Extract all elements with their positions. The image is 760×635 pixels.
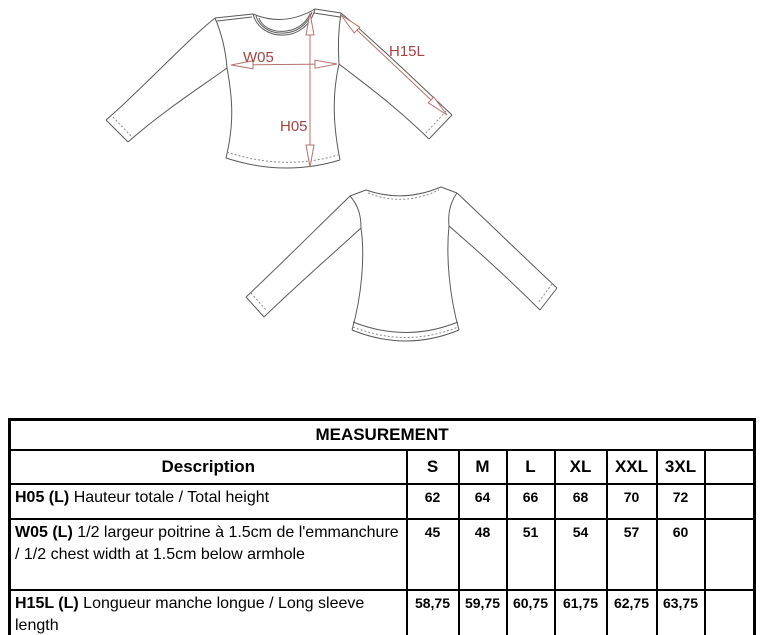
- value-cell: 51: [507, 519, 555, 590]
- value-cell: 63,75: [657, 590, 705, 635]
- size-header-l: L: [507, 450, 555, 484]
- back-left-cuff-stitch: [251, 293, 267, 311]
- w05-label: W05: [243, 49, 274, 66]
- empty-header-cell: [705, 450, 755, 484]
- value-cell: 61,75: [555, 590, 607, 635]
- back-shirt-drawing: [246, 187, 557, 341]
- front-left-cuff-stitch: [113, 117, 132, 137]
- value-cell: 68: [555, 484, 607, 519]
- value-cell: 60: [657, 519, 705, 590]
- front-hem-stitch: [227, 152, 338, 162]
- table-title-row: [10, 420, 755, 451]
- front-left-sleeve: [106, 18, 215, 120]
- back-shoulders: [350, 190, 366, 196]
- value-cell: 62,75: [607, 590, 657, 635]
- row-description: [10, 590, 407, 635]
- h15l-label: H15L: [389, 43, 425, 60]
- front-right-sleeve: [341, 13, 452, 115]
- back-right-sleeve: [457, 193, 557, 288]
- empty-value-cell: [705, 519, 755, 590]
- row-description: [10, 484, 407, 519]
- front-shirt-drawing: [106, 9, 452, 168]
- value-cell: 57: [607, 519, 657, 590]
- back-body: [352, 228, 363, 330]
- measure-code: H05 (L): [15, 489, 70, 506]
- empty-value-cell: [705, 590, 755, 635]
- front-right-cuff-stitch: [426, 111, 446, 133]
- measurement-table: [8, 418, 756, 635]
- value-cell: 59,75: [459, 590, 507, 635]
- row-description: [10, 519, 407, 590]
- h05-label: H05: [280, 118, 308, 135]
- front-body: [226, 68, 232, 158]
- measure-code: W05 (L): [15, 524, 73, 541]
- empty-value-cell: [705, 484, 755, 519]
- description-column-header: Description: [10, 450, 407, 484]
- size-header-xl: XL: [555, 450, 607, 484]
- value-cell: 60,75: [507, 590, 555, 635]
- size-header-3xl: 3XL: [657, 450, 705, 484]
- value-cell: 62: [407, 484, 459, 519]
- measure-code: H15L (L): [15, 595, 79, 612]
- back-left-sleeve: [246, 196, 350, 297]
- value-cell: 58,75: [407, 590, 459, 635]
- measure-text: 1/2 largeur poitrine à 1.5cm de l'emmanchure / 1/2 chest width at 1.5cm below armhole: [15, 524, 399, 563]
- table-title: MEASUREMENT: [10, 420, 755, 451]
- size-header-m: M: [459, 450, 507, 484]
- measure-text: Longueur manche longue / Long sleeve length: [15, 595, 365, 634]
- size-header-xxl: XXL: [607, 450, 657, 484]
- value-cell: 54: [555, 519, 607, 590]
- value-cell: 64: [459, 484, 507, 519]
- table-header-row: [10, 450, 755, 484]
- size-header-s: S: [407, 450, 459, 484]
- measurement-table-container: [8, 418, 756, 635]
- table-row-h15l: [10, 590, 755, 635]
- value-cell: 66: [507, 484, 555, 519]
- measure-text: Hauteur totale / Total height: [73, 489, 270, 506]
- table-row-h05: [10, 484, 755, 519]
- value-cell: 48: [459, 519, 507, 590]
- back-collar: [366, 187, 441, 196]
- back-right-cuff-stitch: [538, 284, 552, 303]
- value-cell: 45: [407, 519, 459, 590]
- front-collar: [253, 9, 315, 19]
- table-row-w05: [10, 519, 755, 590]
- value-cell: 70: [607, 484, 657, 519]
- value-cell: 72: [657, 484, 705, 519]
- h15l-arrow: [341, 15, 447, 115]
